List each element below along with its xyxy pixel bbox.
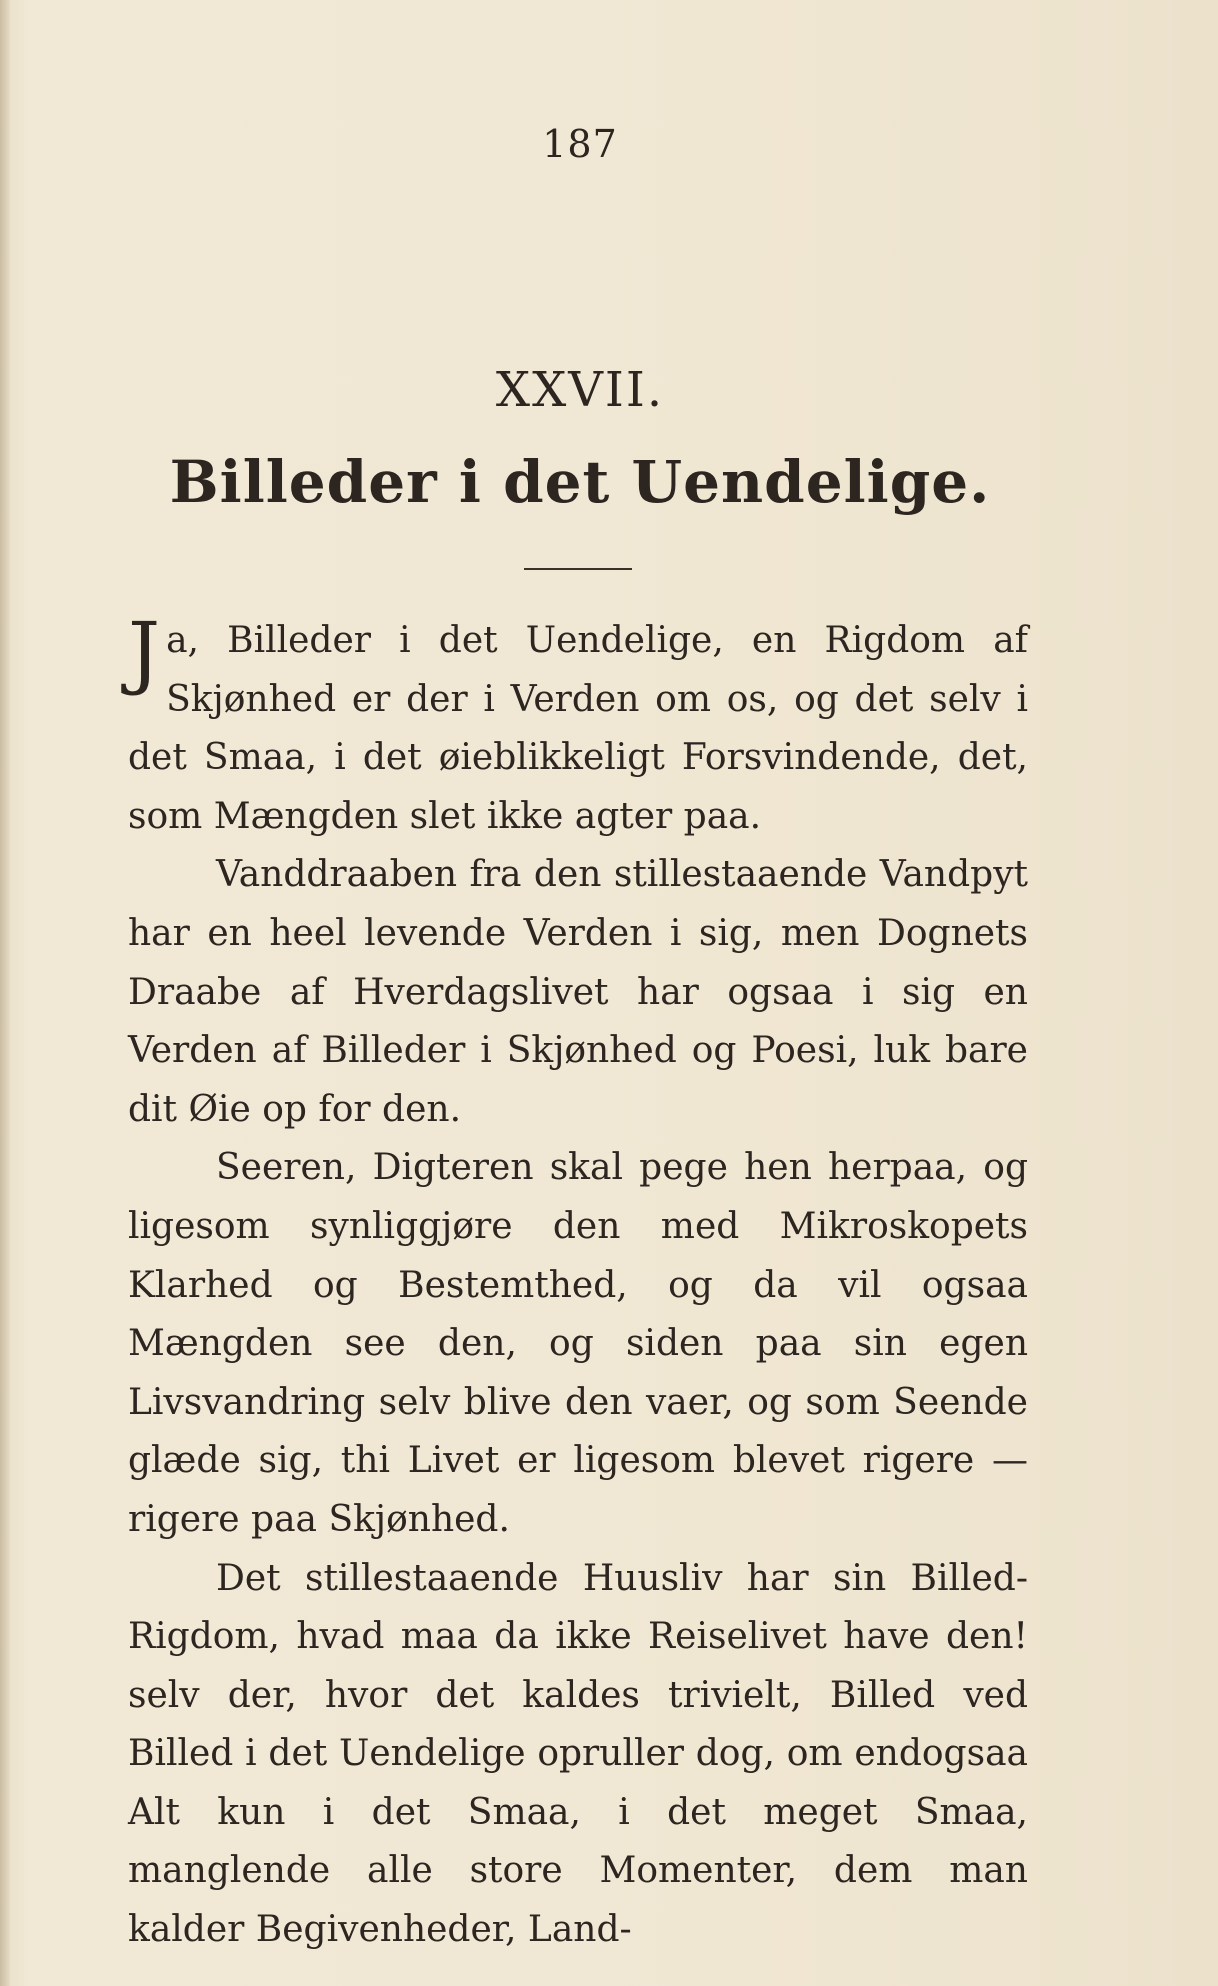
paragraph-1-text: a, Billeder i det Uendelige, en Rigdom af Skjønhed er der i Verden om os, og det selv i det Smaa, i det øieblikkeligt Forsvindende, det, som Mængden slet ikke agter paa. [128, 620, 1028, 837]
paragraph-1 [128, 605, 1028, 846]
paragraph-4: Det stillestaaende Huusliv har sin Billed-Rigdom, hvad maa da ikke Reiselivet have den! selv der, hvor det kaldes trivielt, Billed ved Billed i det Uendelige opruller dog, om endogsaa Alt kun i det Smaa, i det meget Smaa, manglende alle store Momenter, dem man kalder Begivenheder, Land- [128, 1557, 1028, 1951]
page-binding-edge [0, 0, 10, 1986]
body-text [128, 605, 1028, 1960]
page-number: 187 [542, 122, 618, 166]
paragraph-2: Vanddraaben fra den stillestaaende Vandpyt har en heel levende Verden i sig, men Dognets Draabe af Hverdagslivet har ogsaa i sig en Verden af Billeder i Skjønhed og Poesi, luk bare dit Øie op for den. [128, 854, 1028, 1130]
title-rule [524, 568, 632, 570]
paragraph-3: Seeren, Digteren skal pege hen herpaa, og ligesom synliggjøre den med Mikroskopets Klarhed og Bestemthed, og da vil ogsaa Mængden see den, og siden paa sin egen Livsvandring selv blive den vaer, og som Seende glæde sig, thi Livet er ligesom blevet rigere — rigere paa Skjønhed. [128, 1147, 1028, 1540]
chapter-title: Billeder i det Uendelige. [169, 448, 991, 516]
drop-cap: J [128, 605, 161, 698]
chapter-number: XXVII. [495, 362, 665, 418]
